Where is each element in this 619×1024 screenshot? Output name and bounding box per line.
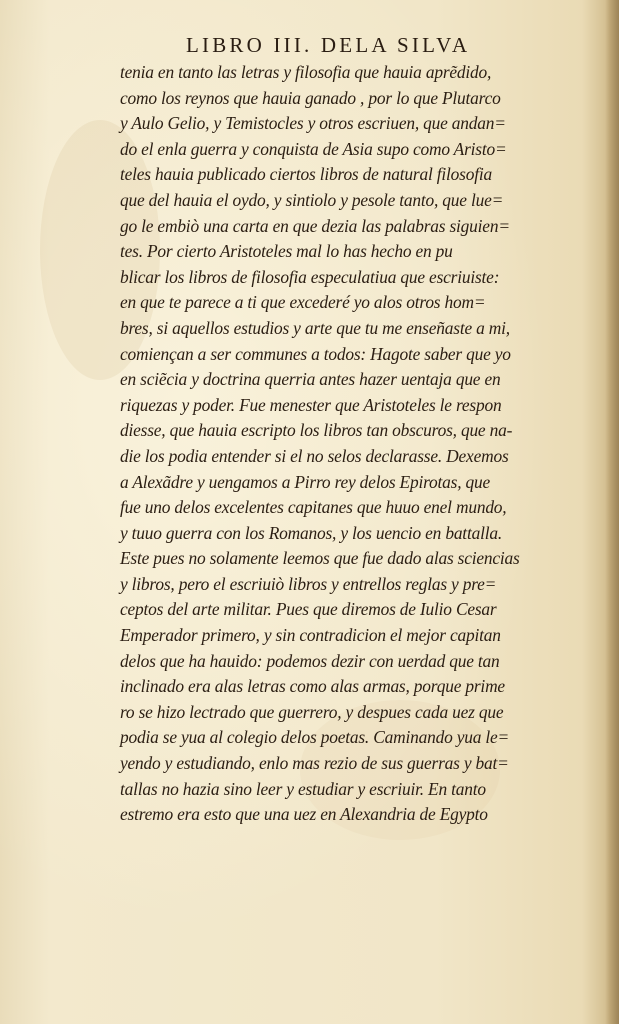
text-line: y libros, pero el escriuiò libros y entrellos reglas y pre= [120, 573, 497, 594]
text-line: ro se hizo lectrado que guerrero, y despues cada uez que [120, 701, 504, 722]
text-line: que del hauia el oydo, y sintiolo y pesole tanto, que lue= [120, 189, 504, 210]
text-line: a Alexãdre y uengamos a Pirro rey delos Epirotas, que [120, 471, 490, 492]
text-line: tenia en tanto las letras y filosofia que hauia aprẽdido, [120, 62, 492, 82]
text-line: y tuuo guerra con los Romanos, y los uencio en battalla. [120, 522, 502, 543]
text-line: tes. Por cierto Aristoteles mal lo has hecho en pu [120, 241, 453, 262]
text-line: Emperador primero, y sin contradicion el mejor capitan [120, 625, 501, 646]
text-line: delos que ha hauido: podemos dezir con uerdad que tan [120, 650, 500, 671]
text-line: comiençan a ser communes a todos: Hagote saber que yo [120, 343, 511, 364]
text-line: diesse, que hauia escripto los libros tan obscuros, que na- [120, 420, 513, 441]
text-line: Este pues no solamente leemos que fue dado alas sciencias [120, 548, 520, 569]
text-line: yendo y estudiando, enlo mas rezio de sus guerras y bat= [120, 753, 509, 774]
text-line: ceptos del arte militar. Pues que diremos de Iulio Cesar [120, 599, 497, 620]
text-line: estremo era esto que una uez en Alexandria de Egypto [120, 804, 488, 825]
text-line: tallas no hazia sino leer y estudiar y escriuir. En tanto [120, 778, 486, 799]
text-line: podia se yua al colegio delos poetas. Caminando yua le= [120, 727, 510, 748]
text-line: y Aulo Gelio, y Temistocles y otros escriuen, que andan= [120, 113, 506, 134]
text-line: inclinado era alas letras como alas armas, porque prime [120, 676, 505, 697]
text-line: riquezas y poder. Fue menester que Aristoteles le respon [120, 394, 502, 415]
text-line: fue uno delos excelentes capitanes que huuo enel mundo, [120, 497, 507, 518]
text-line: en que te parece a ti que excederé yo alos otros hom= [120, 292, 486, 313]
text-line: en sciẽcia y doctrina querria antes hazer uentaja que en [120, 369, 501, 390]
text-line: teles hauia publicado ciertos libros de natural filosofia [120, 164, 492, 185]
text-line: do el enla guerra y conquista de Asia supo como Aristo= [120, 138, 507, 159]
text-line: go le embiò una carta en que dezia las palabras siguien= [120, 215, 510, 236]
running-header: LIBRO III. DELA SILVA [186, 33, 471, 57]
text-line: bres, si aquellos estudios y arte que tu me enseñaste a mi, [120, 317, 510, 338]
page-edge-shadow [605, 0, 619, 1024]
text-line: blicar los libros de filosofia especulatiua que escriuiste: [120, 266, 500, 287]
body-text [120, 60, 580, 828]
text-line: como los reynos que hauia ganado , por lo que Plutarco [120, 87, 501, 108]
text-line: die los podia entender si el no selos declarasse. Dexemos [120, 445, 509, 466]
